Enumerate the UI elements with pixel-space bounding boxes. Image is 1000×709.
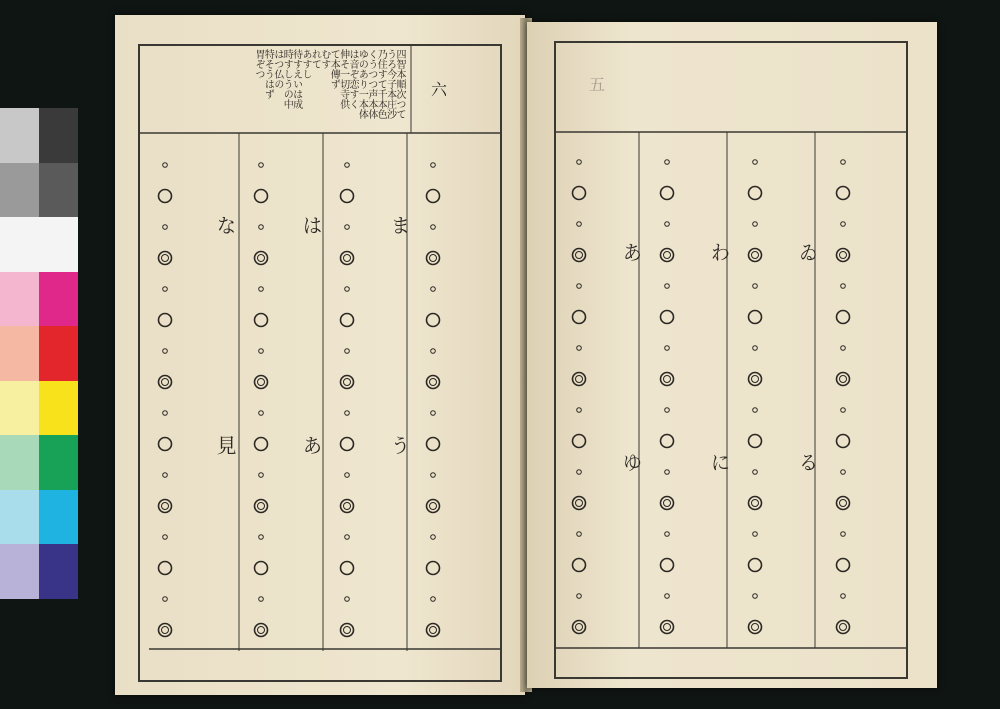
notation-circle bbox=[341, 562, 354, 575]
notation-circle-inner bbox=[162, 627, 169, 634]
notation-circle bbox=[573, 621, 586, 634]
swatch-green bbox=[39, 435, 78, 490]
notation-circle bbox=[163, 163, 168, 168]
notation-circle bbox=[259, 473, 264, 478]
notation-circle bbox=[665, 408, 670, 413]
notation-circle bbox=[665, 470, 670, 475]
notation-circle bbox=[665, 594, 670, 599]
notation-circle bbox=[837, 497, 850, 510]
notation-circle-inner bbox=[162, 503, 169, 510]
notation-circle bbox=[431, 411, 436, 416]
notation-circle bbox=[573, 187, 586, 200]
notation-circle bbox=[573, 311, 586, 324]
column-kana: ま bbox=[387, 215, 411, 235]
notation-circle bbox=[255, 562, 268, 575]
notation-circle bbox=[665, 532, 670, 537]
notation-circle bbox=[661, 373, 674, 386]
notation-circle bbox=[255, 314, 268, 327]
margin-note-line: れて bbox=[309, 49, 321, 69]
column-kana: う bbox=[387, 435, 411, 455]
notation-circle bbox=[661, 187, 674, 200]
notation-circle-inner bbox=[840, 624, 847, 631]
margin-note-line: 待すえいは成 bbox=[290, 49, 302, 109]
margin-note-line: はつ仏の bbox=[271, 49, 283, 89]
right-page bbox=[527, 22, 937, 688]
notation-circle bbox=[431, 287, 436, 292]
notation-circle bbox=[255, 252, 268, 265]
column-kana: る bbox=[795, 452, 819, 472]
notation-circle bbox=[345, 473, 350, 478]
column-kana: ゆ bbox=[619, 452, 643, 472]
notation-circle-inner bbox=[344, 627, 351, 634]
notation-circle bbox=[577, 160, 582, 165]
swatch-yellow bbox=[39, 381, 78, 436]
notation-circle bbox=[427, 376, 440, 389]
notation-circle bbox=[431, 473, 436, 478]
notation-circle bbox=[259, 411, 264, 416]
margin-notes bbox=[255, 49, 405, 131]
notation-circle-inner bbox=[664, 500, 671, 507]
notation-circle bbox=[427, 562, 440, 575]
swatch-cyan bbox=[39, 490, 78, 545]
notation-circle bbox=[749, 373, 762, 386]
swatch-dark-gray bbox=[39, 108, 78, 163]
notation-circle bbox=[577, 284, 582, 289]
notation-circle bbox=[577, 346, 582, 351]
notation-circle bbox=[345, 287, 350, 292]
notation-circle bbox=[753, 346, 758, 351]
notation-circle bbox=[427, 252, 440, 265]
swatch-light-gray bbox=[0, 108, 39, 163]
notation-circle bbox=[259, 287, 264, 292]
notation-circle bbox=[749, 497, 762, 510]
swatch-red bbox=[39, 326, 78, 381]
notation-circle bbox=[573, 249, 586, 262]
margin-note-line: ゆのあり一本体 bbox=[356, 49, 368, 119]
notation-circle-inner bbox=[430, 255, 437, 262]
notation-circle-inner bbox=[344, 503, 351, 510]
notation-circle bbox=[159, 624, 172, 637]
notation-circle bbox=[427, 314, 440, 327]
swatch-light-cyan bbox=[0, 490, 39, 545]
notation-circle-inner bbox=[664, 376, 671, 383]
column-kana: に bbox=[707, 452, 731, 472]
notation-circle-inner bbox=[430, 503, 437, 510]
notation-circle bbox=[749, 249, 762, 262]
margin-note-line: あすし bbox=[300, 49, 311, 79]
margin-note-line: 伸そ一切寺供 bbox=[337, 49, 349, 109]
notation-circle-inner bbox=[344, 379, 351, 386]
notation-circle-inner bbox=[576, 376, 583, 383]
notation-circle bbox=[259, 597, 264, 602]
notation-circle bbox=[837, 621, 850, 634]
notation-circle bbox=[427, 190, 440, 203]
notation-circle bbox=[837, 249, 850, 262]
margin-note-line: 四智本順次つて bbox=[394, 49, 405, 119]
notation-circle bbox=[665, 160, 670, 165]
left-page bbox=[115, 15, 525, 695]
notation-circle bbox=[163, 287, 168, 292]
notation-circle-inner bbox=[258, 379, 265, 386]
notation-circle bbox=[837, 311, 850, 324]
column-kana: あ bbox=[619, 242, 643, 262]
notation-circle-inner bbox=[258, 255, 265, 262]
notation-circle bbox=[749, 311, 762, 324]
right-page-number: 五 bbox=[589, 75, 606, 94]
notation-circle-inner bbox=[664, 624, 671, 631]
swatch-light-green bbox=[0, 435, 39, 490]
notation-circle bbox=[159, 190, 172, 203]
notation-circle bbox=[665, 284, 670, 289]
notation-circle bbox=[753, 284, 758, 289]
notation-circle-inner bbox=[840, 500, 847, 507]
notation-circle bbox=[255, 500, 268, 513]
notation-circle bbox=[345, 535, 350, 540]
notation-circle bbox=[841, 532, 846, 537]
notation-circle bbox=[341, 376, 354, 389]
notation-circle bbox=[163, 411, 168, 416]
notation-circle-inner bbox=[752, 252, 759, 259]
swatch-light-violet bbox=[0, 544, 39, 599]
notation-circle bbox=[341, 252, 354, 265]
notation-circle-inner bbox=[430, 627, 437, 634]
notation-circle bbox=[431, 163, 436, 168]
notation-circle bbox=[259, 535, 264, 540]
margin-note-line: 乃住すて千本色 bbox=[375, 49, 387, 119]
notation-circle bbox=[341, 624, 354, 637]
notation-circle bbox=[341, 500, 354, 513]
notation-circle-inner bbox=[752, 376, 759, 383]
notation-circle-inner bbox=[840, 252, 847, 259]
notation-circle bbox=[661, 435, 674, 448]
notation-circle bbox=[159, 252, 172, 265]
notation-circle bbox=[431, 597, 436, 602]
notation-circle bbox=[577, 408, 582, 413]
notation-circle bbox=[753, 222, 758, 227]
notation-circle bbox=[841, 470, 846, 475]
notation-circle bbox=[159, 314, 172, 327]
notation-circle-inner bbox=[840, 376, 847, 383]
notation-circle-inner bbox=[162, 379, 169, 386]
swatch-light-yellow bbox=[0, 381, 39, 436]
notation-circle bbox=[753, 594, 758, 599]
notation-circle bbox=[255, 624, 268, 637]
notation-circle-inner bbox=[162, 255, 169, 262]
notation-circle bbox=[345, 349, 350, 354]
notation-circle bbox=[749, 621, 762, 634]
margin-note-line: て本傳ず bbox=[328, 49, 340, 89]
column-kana: は bbox=[299, 215, 323, 235]
swatch-magenta bbox=[39, 272, 78, 327]
margin-note-line: 胃ぞつ bbox=[253, 49, 264, 79]
notation-circle-inner bbox=[576, 252, 583, 259]
notation-circle bbox=[431, 225, 436, 230]
swatch-white bbox=[0, 217, 39, 272]
notation-circle bbox=[427, 438, 440, 451]
notation-circle bbox=[573, 435, 586, 448]
notation-circle bbox=[163, 597, 168, 602]
notation-circle bbox=[837, 187, 850, 200]
notation-circle-inner bbox=[752, 624, 759, 631]
notation-circle bbox=[159, 438, 172, 451]
swatch-light-pink bbox=[0, 272, 39, 327]
left-page-number: 六 bbox=[431, 80, 448, 99]
notation-circle bbox=[159, 376, 172, 389]
notation-circle bbox=[259, 225, 264, 230]
notation-circle bbox=[577, 222, 582, 227]
column-kana: わ bbox=[707, 242, 731, 262]
notation-circle bbox=[577, 470, 582, 475]
notation-circle-inner bbox=[576, 624, 583, 631]
margin-note-line: 時すしうの中 bbox=[281, 49, 293, 109]
notation-circle-inner bbox=[430, 379, 437, 386]
notation-circle bbox=[749, 435, 762, 448]
margin-note-line: 特そうはず bbox=[262, 49, 274, 99]
notation-circle-inner bbox=[752, 500, 759, 507]
column-kana: あ bbox=[299, 435, 323, 455]
notation-circle bbox=[431, 535, 436, 540]
notation-circle bbox=[163, 225, 168, 230]
notation-circle bbox=[841, 222, 846, 227]
notation-circle bbox=[427, 500, 440, 513]
notation-circle bbox=[661, 311, 674, 324]
column-kana: ゐ bbox=[795, 242, 819, 262]
notation-circle bbox=[753, 408, 758, 413]
notation-circle bbox=[255, 376, 268, 389]
notation-circle-inner bbox=[258, 627, 265, 634]
notation-circle bbox=[837, 373, 850, 386]
notation-circle bbox=[749, 559, 762, 572]
notation-circle bbox=[841, 284, 846, 289]
notation-circle bbox=[345, 411, 350, 416]
notation-circle bbox=[427, 624, 440, 637]
notation-circle bbox=[341, 190, 354, 203]
notation-circle bbox=[841, 160, 846, 165]
notation-circle bbox=[665, 346, 670, 351]
notation-circle bbox=[341, 438, 354, 451]
notation-circle bbox=[341, 314, 354, 327]
notation-circle bbox=[431, 349, 436, 354]
notation-circle bbox=[837, 559, 850, 572]
margin-note-line: くうつつ声本体 bbox=[365, 49, 377, 119]
notation-circle bbox=[661, 497, 674, 510]
swatch-gray bbox=[0, 163, 39, 218]
margin-note-line: は音ぞ恋すく bbox=[347, 49, 358, 109]
notation-circle-inner bbox=[258, 503, 265, 510]
notation-circle bbox=[841, 594, 846, 599]
notation-circle bbox=[841, 408, 846, 413]
notation-circle bbox=[259, 163, 264, 168]
notation-circle bbox=[661, 249, 674, 262]
notation-circle bbox=[259, 349, 264, 354]
notation-circle bbox=[573, 497, 586, 510]
notation-circle bbox=[163, 349, 168, 354]
column-kana: な bbox=[213, 215, 237, 235]
notation-circle bbox=[837, 435, 850, 448]
notation-circle bbox=[753, 470, 758, 475]
notation-circle-inner bbox=[344, 255, 351, 262]
margin-note-line: むす bbox=[318, 49, 330, 69]
notation-circle bbox=[345, 225, 350, 230]
notation-circle bbox=[159, 500, 172, 513]
notation-circle bbox=[255, 438, 268, 451]
notation-circle bbox=[753, 160, 758, 165]
notation-circle bbox=[577, 594, 582, 599]
notation-circle bbox=[159, 562, 172, 575]
notation-circle bbox=[573, 559, 586, 572]
swatch-white-2 bbox=[39, 217, 78, 272]
notation-circle bbox=[577, 532, 582, 537]
notation-circle bbox=[749, 187, 762, 200]
notation-circle bbox=[665, 222, 670, 227]
notation-circle bbox=[661, 559, 674, 572]
margin-note-line: うろ今子本庄沙 bbox=[384, 49, 396, 119]
swatch-violet bbox=[39, 544, 78, 599]
notation-circle-inner bbox=[664, 252, 671, 259]
notation-circle bbox=[163, 535, 168, 540]
notation-circle bbox=[163, 473, 168, 478]
column-kana: 見 bbox=[213, 435, 237, 455]
notation-circle bbox=[753, 532, 758, 537]
notation-circle bbox=[661, 621, 674, 634]
notation-circle bbox=[255, 190, 268, 203]
right-page-rules bbox=[527, 22, 937, 688]
swatch-mid-dark-gray bbox=[39, 163, 78, 218]
notation-circle bbox=[345, 163, 350, 168]
notation-circle bbox=[841, 346, 846, 351]
notation-circle-inner bbox=[576, 500, 583, 507]
notation-circle bbox=[573, 373, 586, 386]
notation-circle bbox=[345, 597, 350, 602]
swatch-salmon bbox=[0, 326, 39, 381]
